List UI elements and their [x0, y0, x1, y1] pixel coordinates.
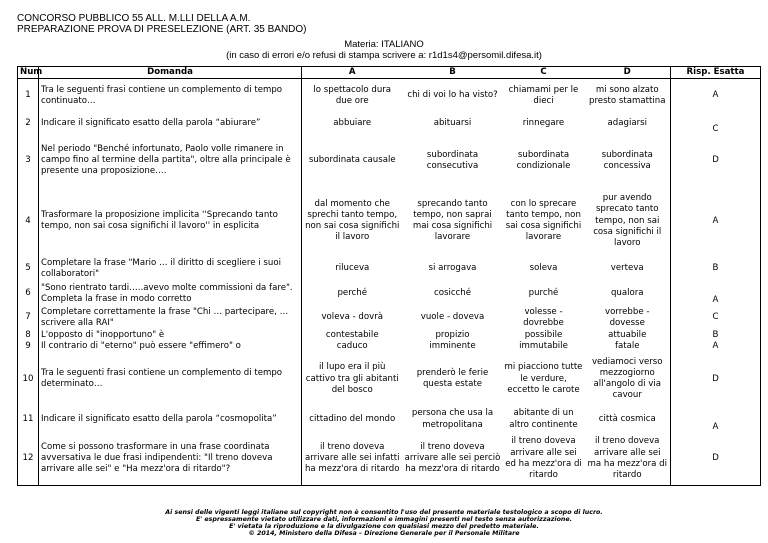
table-row	[18, 330, 761, 341]
row-correct-answer: A	[671, 341, 761, 352]
row-question: L'opposto di "inopportuno" è	[39, 330, 302, 341]
row-option-a: lo spettacolo dura due ore	[313, 84, 392, 106]
row-correct-answer: A	[671, 282, 761, 306]
row-option-d: fatale	[614, 340, 640, 351]
table-row	[18, 306, 761, 330]
row-option-b: cosicché	[433, 288, 472, 299]
table-row	[18, 341, 761, 352]
table-row	[18, 135, 761, 187]
row-option-c: purché	[528, 288, 559, 299]
row-question: Completare la frase "Mario … il diritto di scegliere i suoi collaboratori"	[39, 256, 302, 282]
row-option-b: prenderò le ferie questa estate	[416, 367, 489, 390]
row-question: Indicare il significato esatto della parola “cosmopolita”	[39, 406, 302, 433]
subject-label: Materia: ITALIANO	[344, 39, 424, 50]
row-question: Tra le seguenti frasi contiene un complemento di tempo determinato…	[39, 352, 302, 406]
row-option-a: subordinata causale	[308, 155, 396, 166]
row-option-a: abbuiare	[333, 118, 372, 129]
row-correct-answer: A	[671, 187, 761, 256]
row-option-a: contestabile	[325, 329, 379, 340]
row-option-d: attuabile	[608, 329, 647, 340]
row-option-b: vuole - doveva	[420, 312, 485, 323]
row-option-d: subordinata concessiva	[601, 149, 653, 171]
contest-title: CONCORSO PUBBLICO 55 ALL. M.LLI DELLA A.M.	[17, 13, 251, 24]
row-option-b: il treno doveva arrivare alle sei perciò ha mezz'ora di ritardo	[403, 433, 503, 485]
row-correct-answer: B	[671, 256, 761, 282]
row-option-d: verteva	[610, 263, 644, 274]
usage-restriction: E' espressamente vietato utilizzare dati, informazioni e immagini presenti nel testo senza autorizzazione.	[195, 516, 573, 523]
row-question: Completare correttamente la frase "Chi … partecipare, … scrivere alla RAI"	[39, 306, 302, 330]
row-option-c: subordinata condizionale	[516, 149, 571, 171]
exam-title: PREPARAZIONE PROVA DI PRESELEZIONE (ART. 35 BANDO)	[17, 24, 307, 35]
row-option-a: voleva - dovrà	[321, 312, 384, 323]
row-option-c: possibile	[524, 329, 563, 340]
row-option-c: chiamami per le dieci	[508, 84, 579, 106]
row-option-c: il treno doveva arrivare alle sei ed ha mezz'ora di ritardo	[503, 433, 585, 485]
row-num: 11	[18, 406, 39, 433]
row-option-d: qualora	[610, 288, 644, 299]
row-correct-answer: D	[671, 433, 761, 485]
row-correct-answer: B	[671, 330, 761, 341]
header-option-d: D	[585, 67, 671, 79]
row-option-a: riluceva	[335, 263, 370, 274]
row-option-b: abituarsi	[433, 118, 472, 129]
row-question: Nel periodo "Benché infortunato, Paolo volle rimanere in campo fino al termine della partita", oltre alla principale è presente una proposizione….	[39, 135, 302, 187]
row-option-c: con lo sprecare tanto tempo, non sai cosa significhi lavorare	[505, 198, 582, 243]
row-num: 2	[18, 113, 39, 135]
row-num: 5	[18, 256, 39, 282]
table-row	[18, 282, 761, 306]
row-question: Tra le seguenti frasi contiene un complemento di tempo continuato…	[39, 79, 302, 113]
header-option-a: A	[302, 67, 403, 79]
row-num: 8	[18, 330, 39, 341]
row-num: 9	[18, 341, 39, 352]
row-question: Il contrario di "eterno" può essere "effimero" o	[39, 341, 302, 352]
row-option-a: caduco	[336, 340, 368, 351]
row-num: 3	[18, 135, 39, 187]
row-option-d: città cosmica	[598, 414, 656, 424]
row-option-a: dal momento che sprechi tanto tempo, non sai cosa significhi il lavoro	[305, 198, 400, 243]
row-option-a: il treno doveva arrivare alle sei infatti ha mezz'ora di ritardo	[302, 433, 403, 485]
row-option-b: sprecando tanto tempo, non saprai mai cosa significhi lavorare	[412, 198, 493, 243]
row-correct-answer: D	[671, 135, 761, 187]
row-correct-answer: A	[671, 79, 761, 113]
row-correct-answer: C	[671, 306, 761, 330]
distribution-restriction: E' vietata la riproduzione e la divulgazione con qualsiasi mezzo del predetto materiale.	[229, 523, 539, 530]
copyright-notice: Ai sensi delle vigenti leggi italiane sul copyright non è consentito l'uso del presente materiale testologico a scopo di lucro.	[165, 509, 603, 516]
row-num: 1	[18, 79, 39, 113]
row-option-c: volesse - dovrebbe	[523, 306, 564, 328]
row-correct-answer: C	[671, 113, 761, 135]
header-option-c: C	[503, 67, 585, 79]
row-option-d: pur avendo sprecato tanto tempo, non sai cosa significhi il lavoro	[593, 193, 662, 248]
row-num: 4	[18, 187, 39, 256]
table-row	[18, 113, 761, 135]
row-correct-answer: A	[671, 406, 761, 433]
row-option-b: chi di voi lo ha visto?	[407, 90, 498, 101]
table-row	[18, 187, 761, 256]
row-option-b: imminente	[429, 340, 476, 351]
row-question: Come si possono trasformare in una frase coordinata avversativa le due frasi indipendenti: "Il treno doveva arrivare alle sei" e "Ha mezz'ora di ritardo"?	[39, 433, 302, 485]
row-question: Indicare il significato esatto della parola “abiurare”	[39, 113, 302, 135]
table-row	[18, 256, 761, 282]
row-correct-answer: D	[671, 352, 761, 406]
row-option-b: subordinata consecutiva	[426, 149, 479, 171]
row-option-c: abitante di un altro continente	[509, 408, 578, 430]
ministry-credit: © 2014, Ministero della Difesa – Direzione Generale per il Personale Militare	[248, 530, 520, 537]
row-option-c: immutabile	[519, 340, 568, 351]
row-option-d: il treno doveva arrivare alle sei ma ha mezz'ora di ritardo	[585, 433, 671, 485]
errata-note: (in caso di errori e/o refusi di stampa scrivere a: r1d1s4@persomil.difesa.it)	[226, 50, 542, 61]
row-question: "Sono rientrato tardi…..avevo molte commissioni da fare". Completa la frase in modo corretto	[39, 282, 302, 306]
row-option-d: vediamoci verso mezzogiorno all'angolo di via cavour	[591, 356, 663, 401]
row-option-d: vorrebbe - dovesse	[605, 306, 650, 328]
row-option-d: mi sono alzato presto stamattina	[588, 84, 666, 106]
header-num: Num	[18, 67, 39, 79]
table-row	[18, 433, 761, 485]
table-row	[18, 352, 761, 406]
row-num: 7	[18, 306, 39, 330]
row-option-c: soleva	[529, 263, 558, 274]
row-question: Trasformare la proposizione implicita ''Sprecando tanto tempo, non sai cosa significhi il lavoro'' in esplicita	[39, 187, 302, 256]
row-option-a: perché	[337, 288, 368, 299]
row-option-c: rinnegare	[522, 118, 565, 129]
table-header-row	[18, 67, 761, 79]
row-num: 10	[18, 352, 39, 406]
header-question: Domanda	[39, 67, 302, 79]
row-option-c: mi piacciono tutte le verdure, eccetto le carote	[504, 362, 583, 395]
header-correct-answer: Risp. Esatta	[671, 67, 761, 79]
row-option-b: si arrogava	[428, 263, 477, 274]
table-row	[18, 79, 761, 113]
header-option-b: B	[403, 67, 503, 79]
row-option-b: persona che usa la metropolitana	[411, 408, 494, 430]
table-row	[18, 406, 761, 433]
row-option-a: il lupo era il più cattivo tra gli abitanti del bosco	[305, 362, 399, 395]
row-option-b: propizio	[435, 329, 470, 340]
row-option-a: cittadino del mondo	[309, 414, 396, 424]
row-option-d: adagiarsi	[607, 118, 647, 129]
row-num: 6	[18, 282, 39, 306]
row-num: 12	[18, 433, 39, 485]
questions-table	[17, 66, 761, 486]
